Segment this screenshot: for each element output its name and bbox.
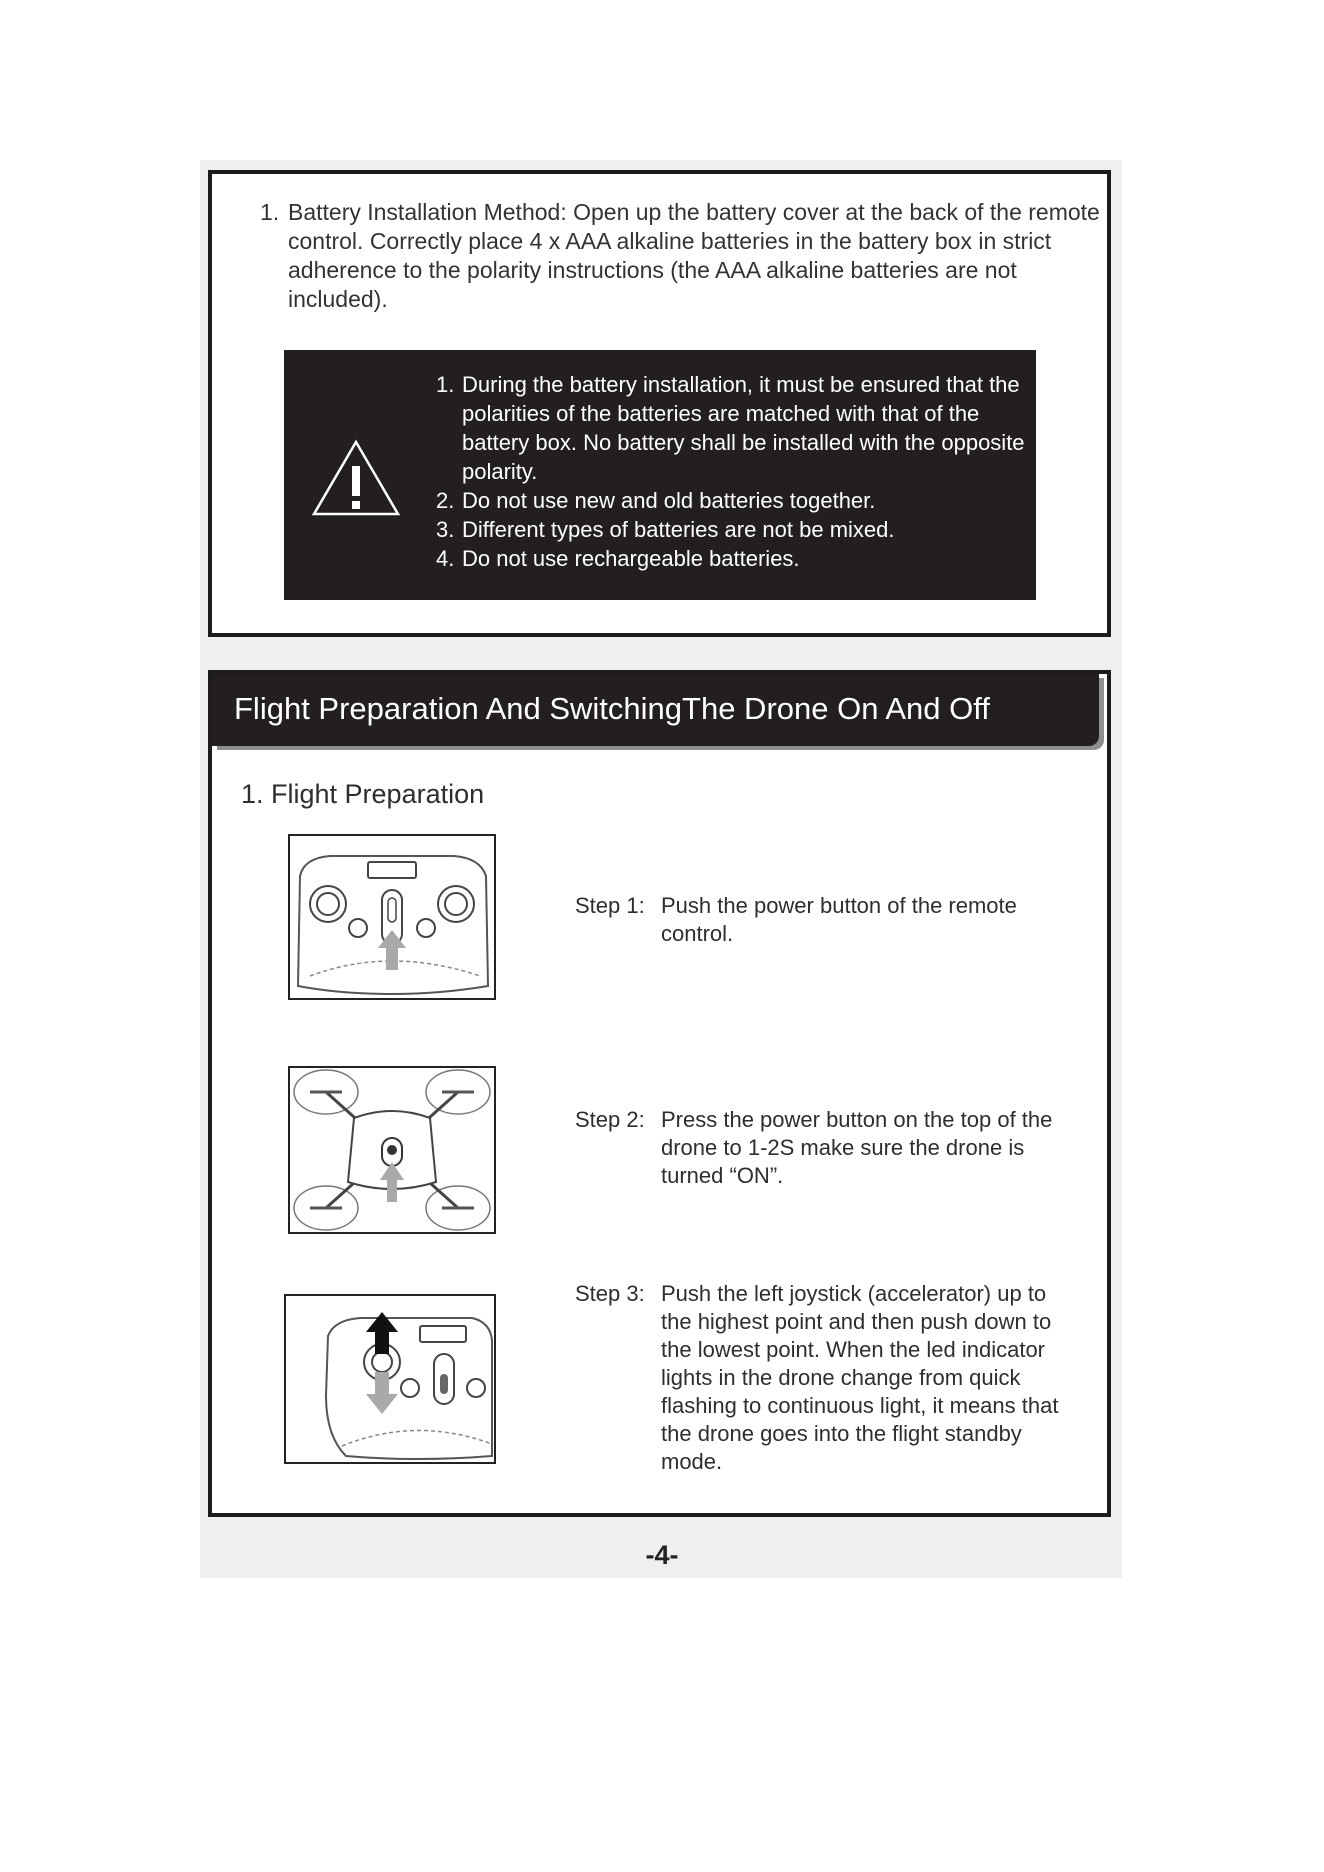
step-3-label: Step 3: [575,1281,645,1306]
battery-warning-panel [284,350,1036,600]
section-header [212,674,1099,746]
battery-installation-box [208,170,1111,637]
step-1-body: Push the power button of the remote control. [661,893,1017,946]
step-1-text [575,892,1075,948]
step-3-text [575,1280,1075,1476]
step-2-label: Step 2: [575,1107,645,1132]
warning-item: 1. During the battery installation, it must be ensured that the polarities of the batteries are matched with that of the battery box. No battery shall be installed with the opposite polarity. [436,372,1025,484]
install-item-number: 1. [260,199,280,225]
page-number: -4- [645,1540,679,1570]
warning-item: 2. Do not use new and old batteries together. [436,488,876,513]
joystick-calibration-illustration [284,1294,496,1464]
section-title: Flight Preparation And SwitchingThe Drone On And Off [234,691,990,726]
install-item-text: Battery Installation Method: Open up the battery cover at the back of the remote control. Correctly place 4 x AAA alkaline batteries in the battery box in strict adherence to the polarity instructions (the AAA alkaline batteries are not included). [288,199,1100,312]
flight-preparation-subtitle: 1. Flight Preparation [241,779,485,809]
warning-triangle-icon [310,438,402,518]
warning-list [436,370,1026,573]
step-1-label: Step 1: [575,893,645,918]
warning-item: 4. Do not use rechargeable batteries. [436,546,800,571]
warning-item: 3. Different types of batteries are not be mixed. [436,517,895,542]
flight-preparation-box [208,670,1111,1517]
step-2-body: Press the power button on the top of the drone to 1-2S make sure the drone is turned “ON”. [661,1107,1053,1188]
drone-power-illustration [288,1066,496,1234]
step-2-text [575,1106,1075,1190]
battery-install-instructions [260,198,1118,314]
step-3-body: Push the left joystick (accelerator) up to the highest point and then push down to the lowest point. When the led indicator lights in the drone change from quick flashing to continuous light, it means that the drone goes into the flight standby mode. [661,1281,1059,1474]
remote-power-illustration [288,834,496,1000]
